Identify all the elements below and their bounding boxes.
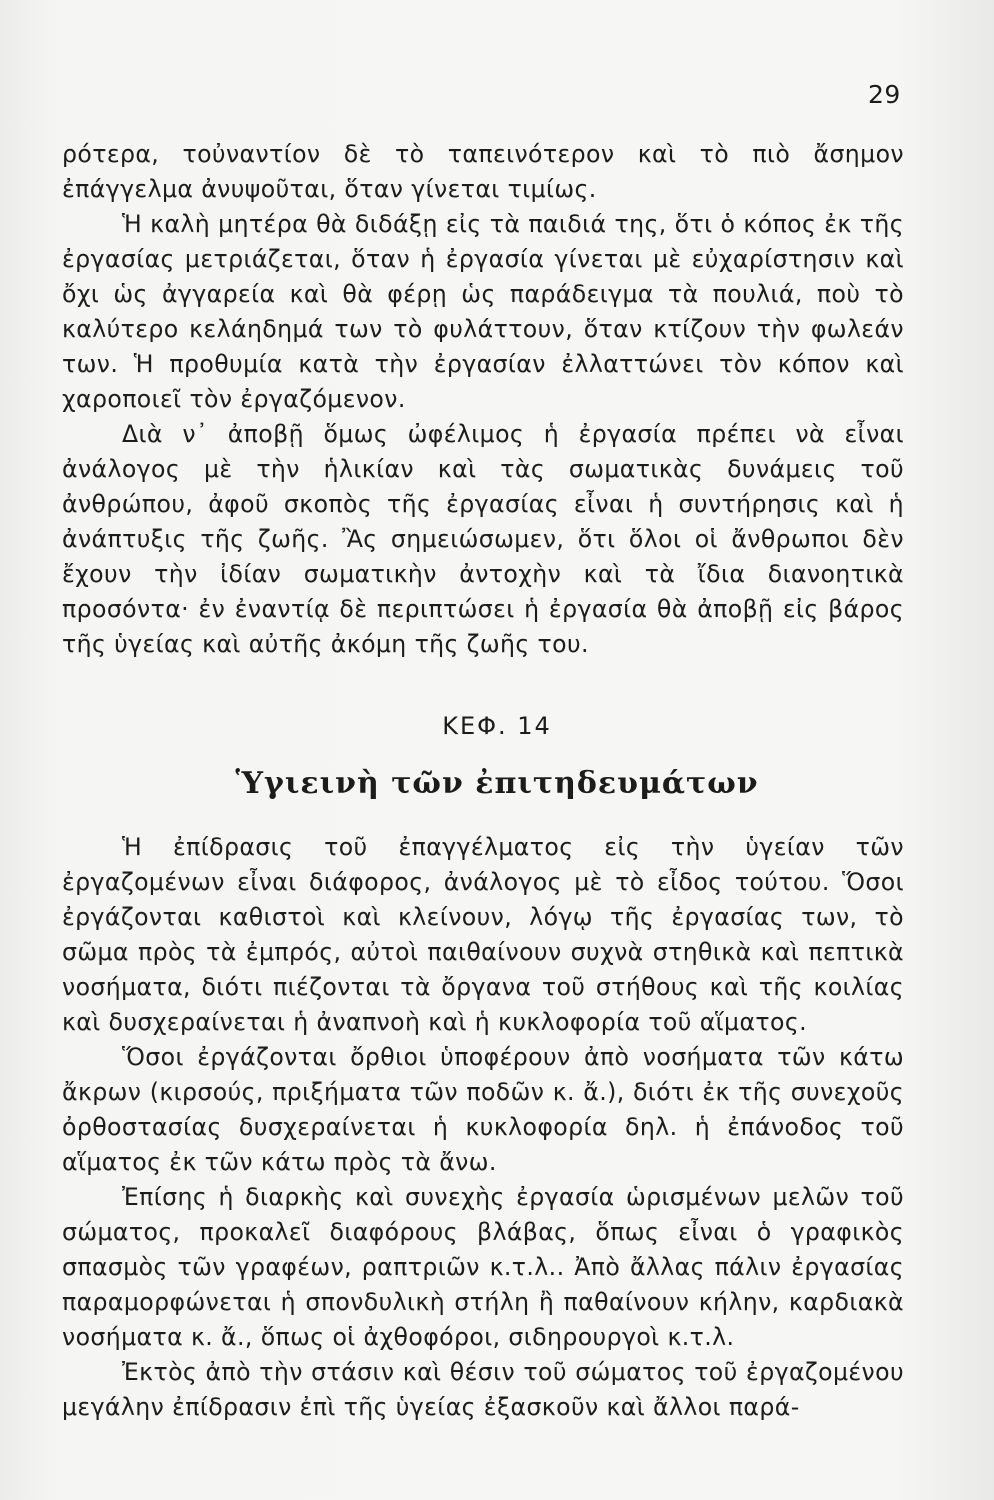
paragraph: Ἡ καλὴ μητέρα θὰ διδάξῃ εἰς τὰ παιδιά της, ὅτι ὁ κόπος ἐκ τῆς ἐργασίας μετριάζεται, ὅταν ἡ ἐργασία γίνεται μὲ εὐχαρίστησιν καὶ ὄχι ὡς ἀγγαρεία καὶ θὰ φέρῃ ὡς παράδειγμα τὰ πουλιά, ποὺ τὸ καλύτερο κελάηδημά των τὸ φυλάττουν, ὅταν κτίζουν τὴν φωλεάν των. Ἡ προθυμία κατὰ τὴν ἐργασίαν ἐλλαττώνει τὸν κόπον καὶ χαροποιεῖ τὸν ἐργαζόμενον.: [62, 210, 904, 413]
paragraph-continues: Ἐκτὸς ἀπὸ τὴν στάσιν καὶ θέσιν τοῦ σώματος τοῦ ἐργαζομένου μεγάλην ἐπίδρασιν ἐπὶ τῆς ὑγείας ἐξασκοῦν καὶ ἄλλοι παρά-: [62, 1358, 904, 1421]
paragraph: Ἡ ἐπίδρασις τοῦ ἐπαγγέλματος εἰς τὴν ὑγείαν τῶν ἐργαζομένων εἶναι διάφορος, ἀνάλογος μὲ τὸ εἶδος τούτου. Ὅσοι ἐργάζονται καθιστοὶ καὶ κλείνουν, λόγῳ τῆς ἐργασίας των, τὸ σῶμα πρὸς τὰ ἐμπρός, αὐτοὶ παιθαίνουν συχνὰ στηθικὰ καὶ πεπτικὰ νοσήματα, διότι πιέζονται τὰ ὄργανα τοῦ στήθους καὶ τῆς κοιλίας καὶ δυσχεραίνεται ἡ ἀναπνοὴ καὶ ἡ κυκλοφορία τοῦ αἵματος.: [62, 833, 904, 1036]
paragraph-continued: ρότερα, τοὐναντίον δὲ τὸ ταπεινότερον καὶ τὸ πιὸ ἄσημον ἐπάγγελμα ἀνυψοῦται, ὅταν γίνεται τιμίως.: [62, 140, 904, 203]
chapter-label: ΚΕΦ. 14: [442, 712, 552, 740]
section-1-text: [62, 137, 904, 662]
paragraph: Ὅσοι ἐργάζονται ὄρθιοι ὑποφέρουν ἀπὸ νοσήματα τῶν κάτω ἄκρων (κιρσούς, πριξήματα τῶν ποδῶν κ. ἄ.), διότι ἐκ τῆς συνεχοῦς ὀρθοστασίας δυσχεραίνεται ἡ κυκλοφορία δηλ. ἡ ἐπάνοδος τοῦ αἵματος ἐκ τῶν κάτω πρὸς τὰ ἄνω.: [62, 1043, 904, 1176]
paragraph: Ἐπίσης ἡ διαρκὴς καὶ συνεχὴς ἐργασία ὡρισμένων μελῶν τοῦ σώματος, προκαλεῖ διαφόρους βλάβας, ὅπως εἶναι ὁ γραφικὸς σπασμὸς τῶν γραφέων, ραπτριῶν κ.τ.λ.. Ἀπὸ ἄλλας πάλιν ἐργασίας παραμορφώνεται ἡ σπονδυλικὴ στήλη ἢ παθαίνουν κήλην, καρδιακὰ νοσήματα κ. ἄ., ὅπως οἱ ἀχθοφόροι, σιδηρουργοὶ κ.τ.λ.: [62, 1183, 904, 1351]
section-2-text: [62, 830, 904, 1425]
paragraph: Διὰ ν᾽ ἀποβῇ ὅμως ὠφέλιμος ἡ ἐργασία πρέπει νὰ εἶναι ἀνάλογος μὲ τὴν ἡλικίαν καὶ τὰς σωματικὰς δυνάμεις τοῦ ἀνθρώπου, ἀφοῦ σκοπὸς τῆς ἐργασίας εἶναι ἡ συντήρησις καὶ ἡ ἀνάπτυξις τῆς ζωῆς. Ἂς σημειώσωμεν, ὅτι ὅλοι οἱ ἄνθρωποι δὲν ἔχουν τὴν ἰδίαν σωματικὴν ἀντοχὴν καὶ τὰ ἴδια διανοητικὰ προσόντα· ἐν ἐναντίᾳ δὲ περιπτώσει ἡ ἐργασία θὰ ἀποβῇ εἰς βάρος τῆς ὑγείας καὶ αὐτῆς ἀκόμη τῆς ζωῆς του.: [62, 420, 904, 658]
page-number: 29: [868, 80, 901, 109]
chapter-title: Ὑγιεινὴ τῶν ἐπιτηδευμάτων: [235, 766, 759, 801]
